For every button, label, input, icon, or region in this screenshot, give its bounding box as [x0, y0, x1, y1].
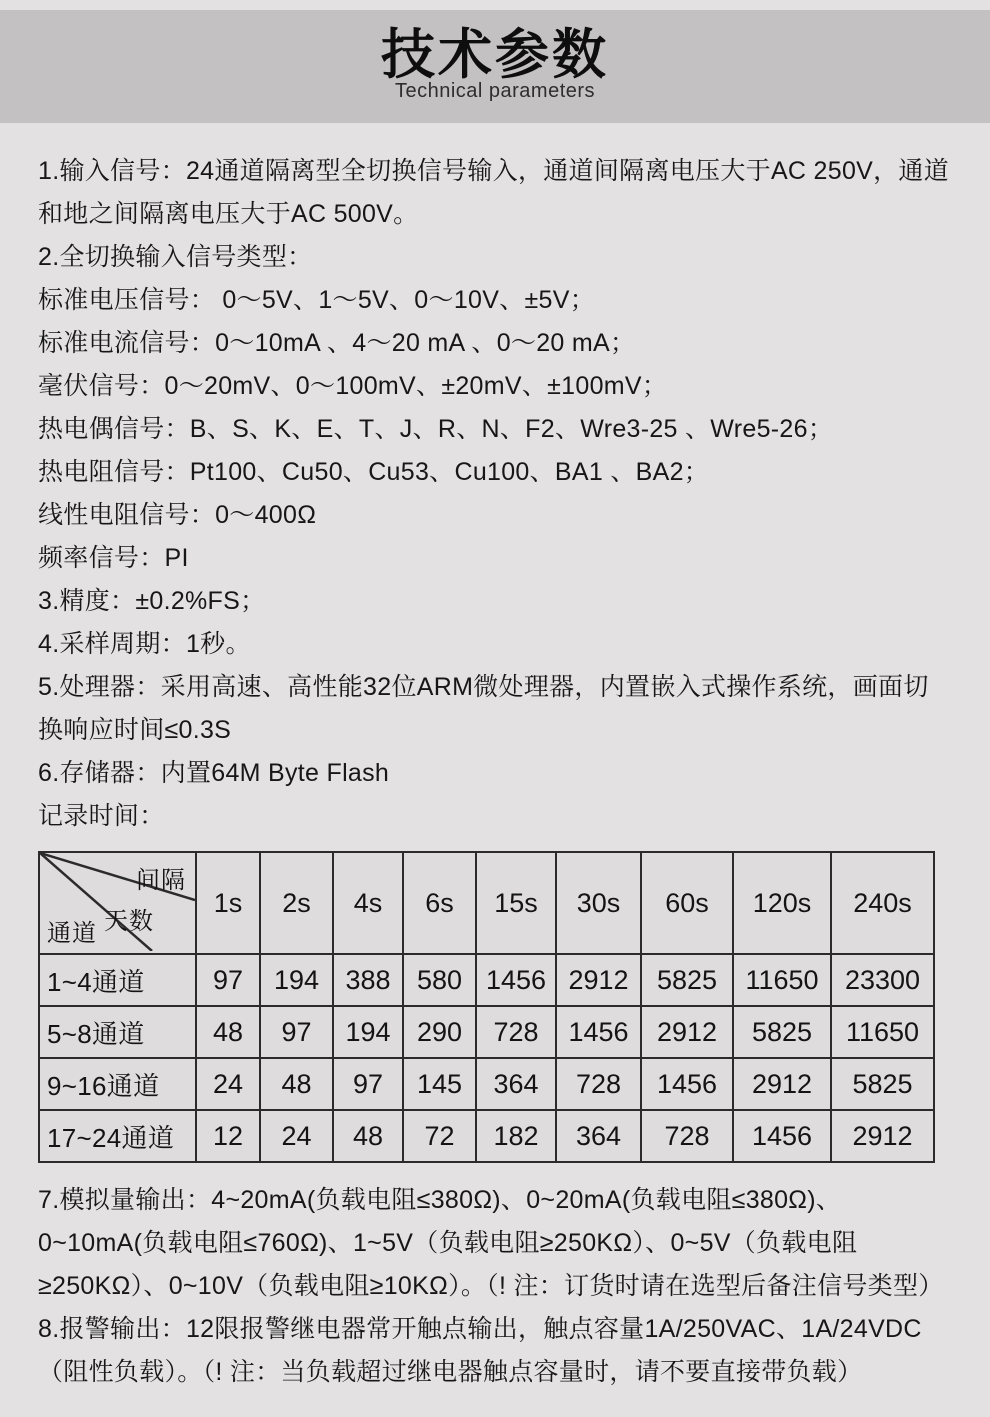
table-cell: 580: [403, 954, 476, 1006]
spec-paragraph-thermocouple-signal: 热电偶信号：B、S、K、E、T、J、R、N、F2、Wre3-25 、Wre5-26；: [38, 415, 834, 443]
table-cell: 2912: [641, 1006, 733, 1058]
col-header-120s: 120s: [733, 852, 831, 954]
table-cell: 1456: [641, 1058, 733, 1110]
page-title: 技术参数: [381, 25, 609, 85]
spec-paragraph-frequency-signal: 频率信号：PI: [38, 544, 189, 572]
table-cell: 5825: [831, 1058, 934, 1110]
row-label: 1~4通道: [39, 954, 196, 1006]
spec-paragraph-memory: 6.存储器：内置64M Byte Flash: [38, 759, 390, 787]
spec-paragraph-millivolt-signal: 毫伏信号：0～20mV、0～100mV、±20mV、±100mV；: [38, 372, 668, 400]
table-cell: 12: [196, 1110, 260, 1162]
table-cell: 1456: [556, 1006, 641, 1058]
spec-content: [38, 150, 952, 1394]
table-cell: 97: [333, 1058, 403, 1110]
col-header-240s: 240s: [831, 852, 934, 954]
table-cell: 364: [556, 1110, 641, 1162]
table-cell: 97: [196, 954, 260, 1006]
spec-paragraph-analog-output: 7.模拟量输出：4~20mA(负载电阻≤380Ω)、0~20mA(负载电阻≤380Ω)、0~10mA(负载电阻≤760Ω)、1~5V（负载电阻≥250KΩ）、0~5V（负载电阻≥250KΩ）、0~10V（负载电阻≥10KΩ）。（! 注：订货时请在选型后备注信号类型）: [38, 1186, 944, 1300]
spec-paragraph-record-time: 记录时间：: [38, 802, 165, 830]
table-cell: 48: [196, 1006, 260, 1058]
table-cell: 728: [641, 1110, 733, 1162]
table-cell: 728: [476, 1006, 556, 1058]
spec-paragraph-sampling-period: 4.采样周期：1秒。: [38, 630, 251, 658]
table-cell: 97: [260, 1006, 333, 1058]
spec-paragraph-input-signal: 1.输入信号：24通道隔离型全切换信号输入，通道间隔离电压大于AC 250V，通道和地之间隔离电压大于AC 500V。: [38, 157, 950, 228]
table-cell: 1456: [476, 954, 556, 1006]
table-cell: 5825: [733, 1006, 831, 1058]
table-cell: 2912: [733, 1058, 831, 1110]
table-cell: 72: [403, 1110, 476, 1162]
corner-label-days: 天数: [104, 908, 154, 935]
table-row-ch17-24: [39, 1110, 934, 1162]
record-time-table: [38, 851, 935, 1163]
table-cell: 364: [476, 1058, 556, 1110]
spec-paragraph-accuracy: 3.精度：±0.2%FS；: [38, 587, 266, 615]
title-banner: [0, 10, 990, 123]
table-row-ch5-8: [39, 1006, 934, 1058]
table-cell: 182: [476, 1110, 556, 1162]
row-label: 17~24通道: [39, 1110, 196, 1162]
table-cell: 194: [333, 1006, 403, 1058]
table-cell: 24: [196, 1058, 260, 1110]
row-label: 9~16通道: [39, 1058, 196, 1110]
table-cell: 290: [403, 1006, 476, 1058]
col-header-2s: 2s: [260, 852, 333, 954]
table-corner-cell: [39, 852, 196, 954]
col-header-4s: 4s: [333, 852, 403, 954]
table-cell: 24: [260, 1110, 333, 1162]
table-row-ch9-16: [39, 1058, 934, 1110]
table-cell: 48: [260, 1058, 333, 1110]
table-cell: 5825: [641, 954, 733, 1006]
spec-paragraph-current-signal: 标准电流信号：0～10mA 、4～20 mA 、0～20 mA；: [38, 329, 636, 357]
table-cell: 11650: [831, 1006, 934, 1058]
table-cell: 388: [333, 954, 403, 1006]
col-header-60s: 60s: [641, 852, 733, 954]
table-cell: 2912: [556, 954, 641, 1006]
spec-paragraph-voltage-signal: 标准电压信号： 0～5V、1～5V、0～10V、±5V；: [38, 286, 595, 314]
table-cell: 48: [333, 1110, 403, 1162]
table-cell: 1456: [733, 1110, 831, 1162]
row-label: 5~8通道: [39, 1006, 196, 1058]
spec-paragraph-linear-resistance: 线性电阻信号：0～400Ω: [38, 501, 317, 529]
table-cell: 11650: [733, 954, 831, 1006]
corner-label-channel: 通道: [47, 920, 97, 947]
table-cell: 2912: [831, 1110, 934, 1162]
corner-label-interval: 间隔: [136, 867, 186, 894]
spec-paragraph-processor: 5.处理器：采用高速、高性能32位ARM微处理器，内置嵌入式操作系统，画面切换响应时间≤0.3S: [38, 673, 929, 744]
table-row-ch1-4: [39, 954, 934, 1006]
table-cell: 145: [403, 1058, 476, 1110]
spec-paragraph-rtd-signal: 热电阻信号：Pt100、Cu50、Cu53、Cu100、BA1 、BA2；: [38, 458, 710, 486]
page-subtitle: Technical parameters: [394, 80, 596, 102]
table-cell: 194: [260, 954, 333, 1006]
col-header-30s: 30s: [556, 852, 641, 954]
spec-paragraph-alarm-output: 8.报警输出：12限报警继电器常开触点输出，触点容量1A/250VAC、1A/24VDC （阻性负载）。（! 注：当负载超过继电器触点容量时，请不要直接带负载）: [38, 1315, 922, 1386]
table-cell: 23300: [831, 954, 934, 1006]
table-header-row: [39, 852, 934, 954]
spec-paragraph-signal-types: 2.全切换输入信号类型：: [38, 243, 313, 271]
col-header-6s: 6s: [403, 852, 476, 954]
table-cell: 728: [556, 1058, 641, 1110]
col-header-15s: 15s: [476, 852, 556, 954]
col-header-1s: 1s: [196, 852, 260, 954]
